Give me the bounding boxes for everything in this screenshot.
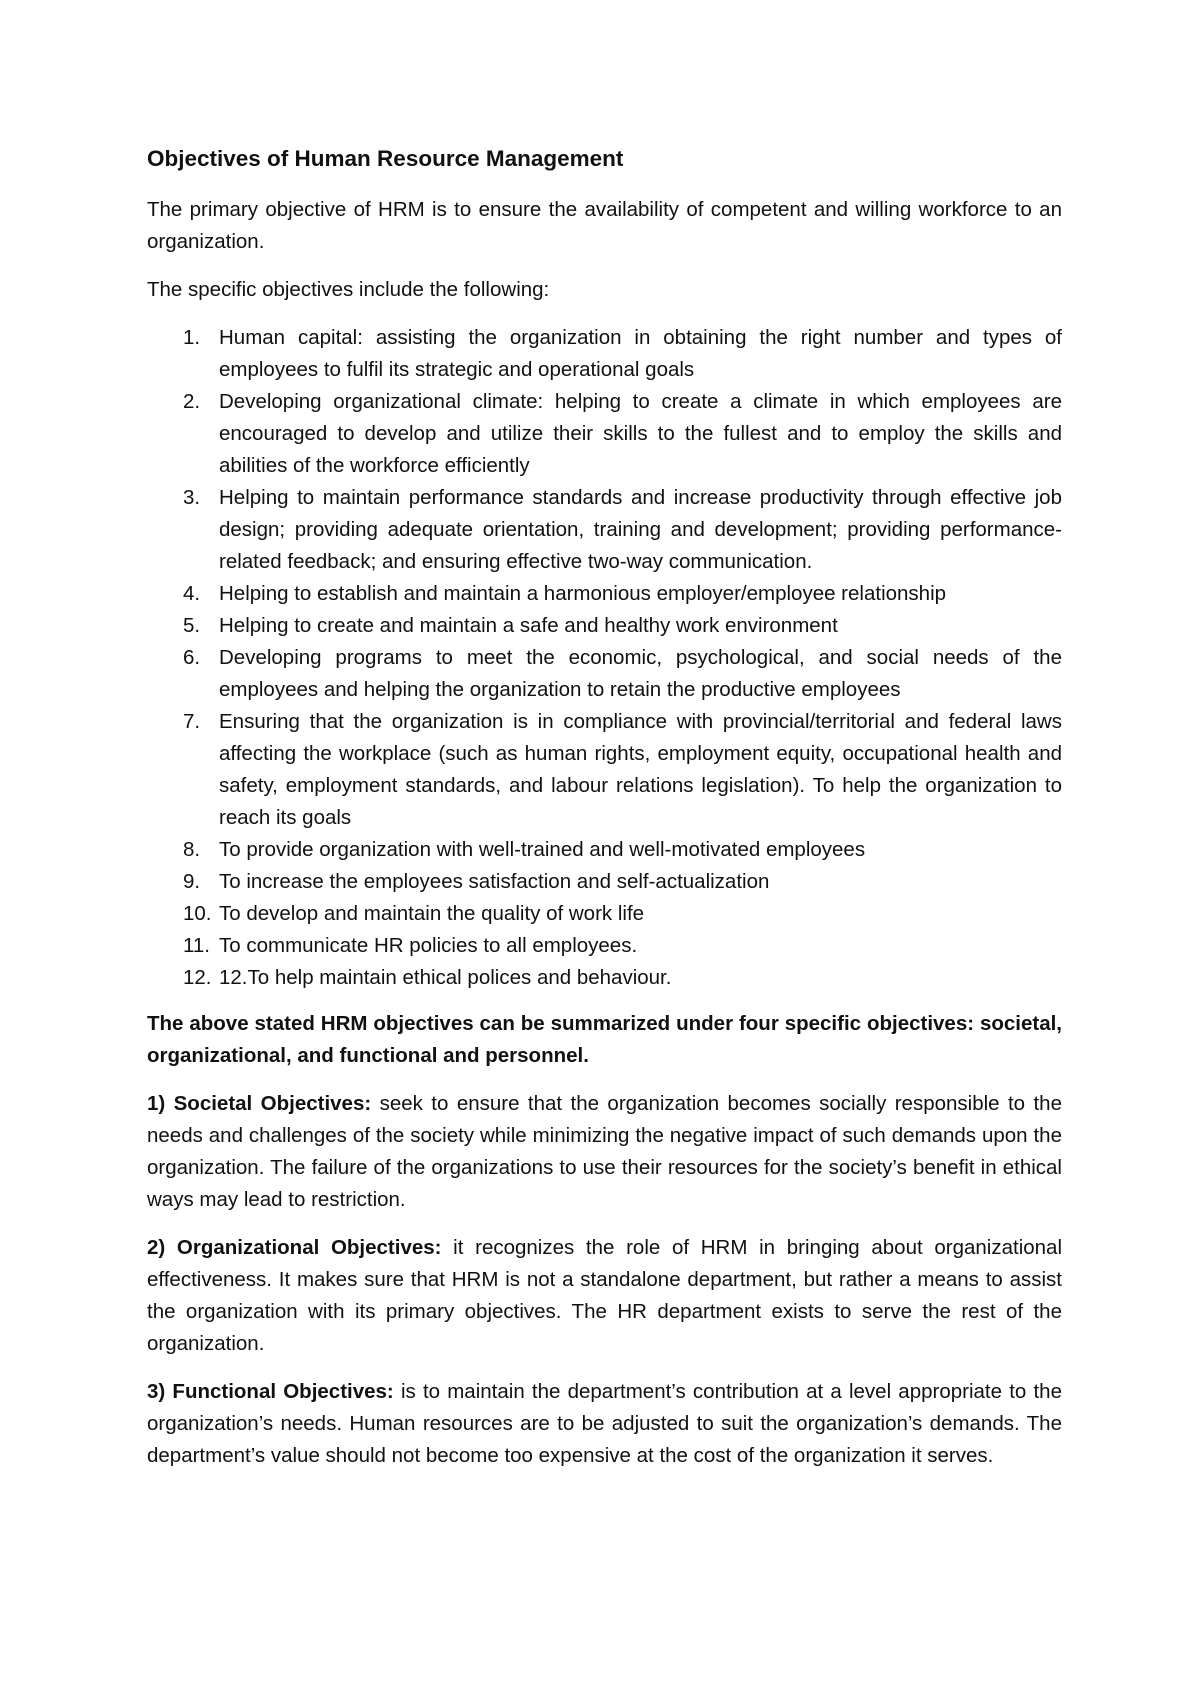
specific-objectives-lead: The specific objectives include the following: [147, 278, 550, 301]
objective-number: 9. [183, 870, 201, 893]
objective-number: 1. [183, 326, 201, 349]
objective-number: 5. [183, 614, 201, 637]
objective-text: Human capital: assisting the organization in obtaining the right number and types of employees to fulfil its strategic and operational goals [219, 326, 1062, 381]
objective-item [147, 482, 1062, 578]
objective-number: 4. [183, 582, 201, 605]
objective-number: 3. [183, 486, 201, 509]
objective-text: Helping to maintain performance standards and increase productivity through effective job design; providing adequate orientation, training and development; providing performance-related feedback; and ensuring effective two-way communication. [219, 486, 1062, 573]
objective-text: Helping to establish and maintain a harmonious employer/employee relationship [219, 582, 947, 605]
summary-paragraph: The above stated HRM objectives can be summarized under four specific objectives: societal, organizational, and functional and personnel. [147, 1012, 1062, 1067]
organizational-objectives-text: it recognizes the role of HRM in bringing about organizational effectiveness. It makes sure that HRM is not a standalone department, but rather a means to assist the organization with its primary objectives. The HR department exists to serve the rest of the organization. [147, 1236, 1063, 1355]
objective-text: To develop and maintain the quality of work life [219, 902, 645, 925]
objective-item [147, 322, 1062, 386]
objective-item [147, 866, 1062, 898]
objective-number: 8. [183, 838, 201, 861]
document-page [147, 142, 1062, 1488]
objective-item [147, 898, 1062, 930]
objective-number: 10. [183, 902, 212, 925]
functional-objectives-label: 3) Functional Objectives: [147, 1380, 394, 1403]
objective-item [147, 386, 1062, 482]
societal-objectives-paragraph [147, 1088, 1062, 1216]
objective-number: 11. [183, 934, 210, 957]
objective-text: To provide organization with well-trained and well-motivated employees [219, 838, 866, 861]
objective-text: To communicate HR policies to all employees. [219, 934, 638, 957]
organizational-objectives-label: 2) Organizational Objectives: [147, 1236, 442, 1259]
objective-number: 12. [183, 966, 212, 989]
objectives-list [147, 322, 1062, 994]
functional-objectives-paragraph [147, 1376, 1062, 1472]
objective-text: Developing programs to meet the economic, psychological, and social needs of the employees and helping the organization to retain the productive employees [219, 646, 1062, 701]
societal-objectives-label: 1) Societal Objectives: [147, 1092, 372, 1115]
objective-item [147, 962, 1062, 994]
objective-item [147, 834, 1062, 866]
objective-number: 7. [183, 710, 201, 733]
functional-objectives-text: is to maintain the department’s contribution at a level appropriate to the organization’s needs. Human resources are to be adjusted to suit the organization’s demands. The department’s value should not become too expensive at the cost of the organization it serves. [147, 1380, 1062, 1467]
objective-text: Ensuring that the organization is in compliance with provincial/territorial and federal laws affecting the workplace (such as human rights, employment equity, occupational health and safety, employment standards, and labour relations legislation). To help the organization to reach its goals [219, 710, 1062, 829]
objective-item [147, 578, 1062, 610]
objective-text: To increase the employees satisfaction and self-actualization [219, 870, 770, 893]
intro-paragraph: The primary objective of HRM is to ensure the availability of competent and willing workforce to an organization. [147, 198, 1062, 253]
objective-text: Helping to create and maintain a safe and healthy work environment [219, 614, 838, 637]
objective-item [147, 930, 1062, 962]
objective-item [147, 610, 1062, 642]
objective-item [147, 642, 1062, 706]
document-title: Objectives of Human Resource Management [147, 146, 624, 171]
objective-number: 6. [183, 646, 201, 669]
objective-item [147, 706, 1062, 834]
objective-number: 2. [183, 390, 201, 413]
objective-text: Developing organizational climate: helping to create a climate in which employees are encouraged to develop and utilize their skills to the fullest and to employ the skills and abilities of the workforce efficiently [219, 390, 1062, 477]
societal-objectives-text: seek to ensure that the organization becomes socially responsible to the needs and challenges of the society while minimizing the negative impact of such demands upon the organization. The failure of the organizations to use their resources for the society’s benefit in ethical ways may lead to restriction. [147, 1092, 1062, 1211]
organizational-objectives-paragraph [147, 1232, 1062, 1360]
objective-text: 12.To help maintain ethical polices and behaviour. [219, 966, 672, 989]
